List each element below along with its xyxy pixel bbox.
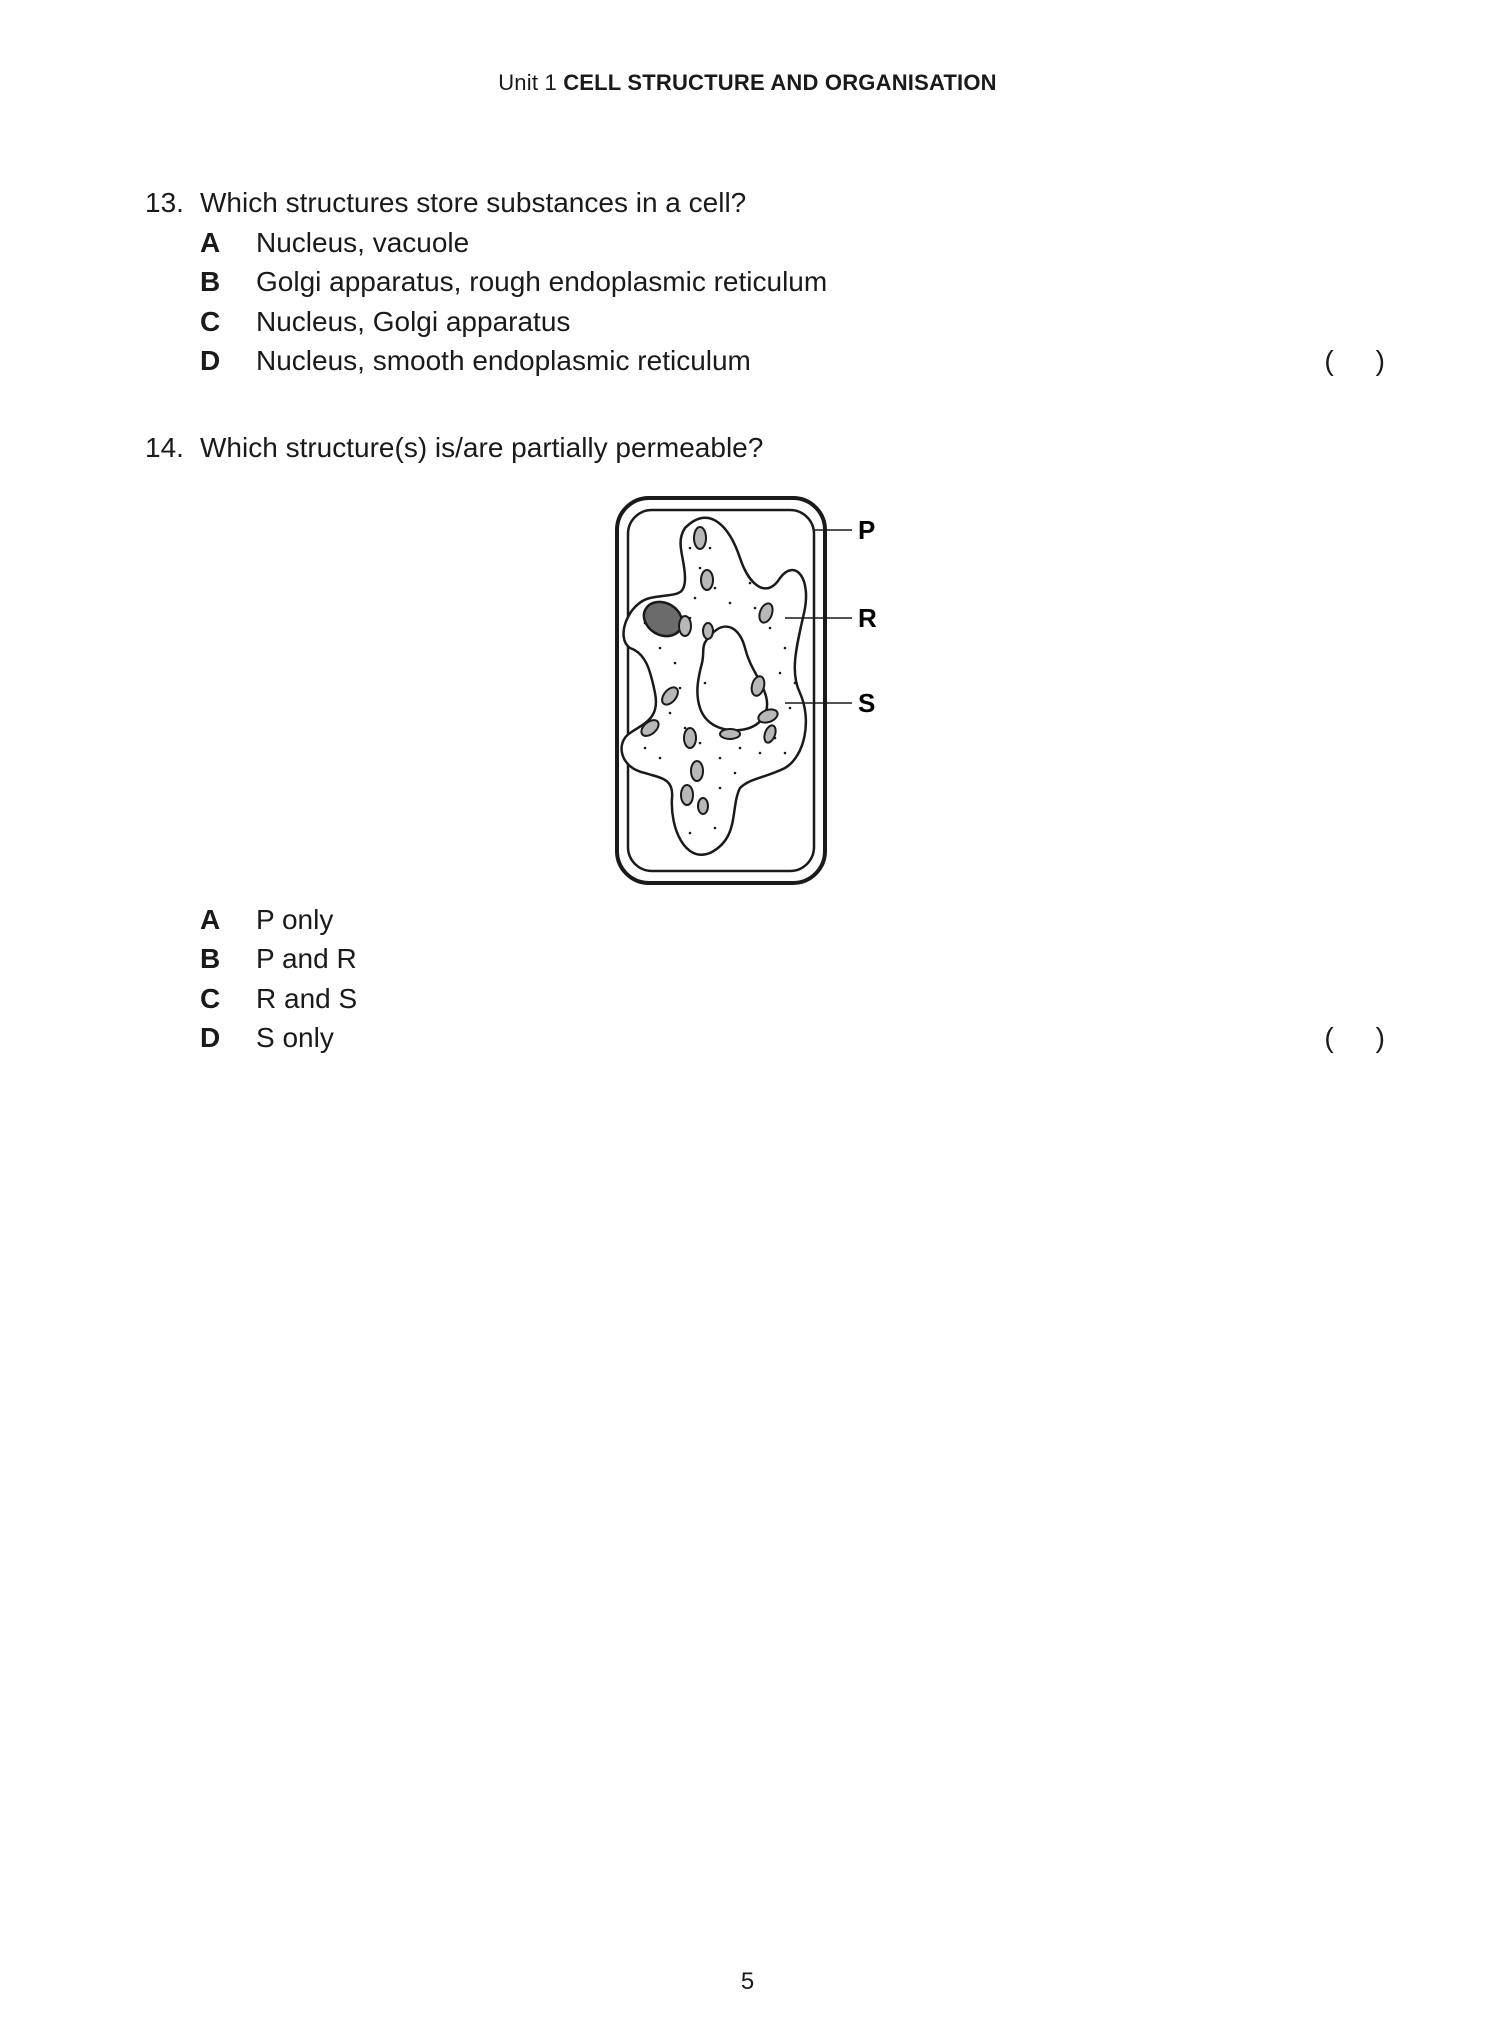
label-p: P bbox=[858, 515, 876, 545]
option-text: Nucleus, vacuole bbox=[256, 226, 470, 258]
option-text: R and S bbox=[256, 982, 358, 1014]
option-d[interactable] bbox=[145, 1019, 1385, 1059]
option-text: S only bbox=[256, 1022, 334, 1054]
option-letter: D bbox=[200, 345, 221, 377]
option-text: Nucleus, smooth endoplasmic reticulum bbox=[256, 345, 751, 377]
bracket-close: ) bbox=[1375, 345, 1385, 377]
option-text: Golgi apparatus, rough endoplasmic reticulum bbox=[256, 266, 828, 298]
label-s: S bbox=[858, 688, 876, 718]
option-c[interactable] bbox=[145, 979, 1385, 1019]
option-d[interactable] bbox=[145, 342, 1385, 382]
option-letter: C bbox=[200, 982, 221, 1014]
plant-cell-svg bbox=[590, 488, 920, 888]
bracket-open: ( bbox=[1324, 1022, 1334, 1054]
option-c[interactable] bbox=[145, 302, 1385, 342]
question-stem: Which structures store substances in a cell? bbox=[200, 187, 747, 218]
label-r: R bbox=[858, 603, 877, 633]
option-letter: D bbox=[200, 1022, 221, 1054]
option-letter: A bbox=[200, 903, 221, 935]
question-number: 13. bbox=[145, 187, 184, 218]
unit-title: CELL STRUCTURE AND ORGANISATION bbox=[563, 70, 997, 95]
question-14 bbox=[145, 428, 1385, 468]
option-a[interactable] bbox=[145, 900, 1385, 940]
question-number: 14. bbox=[145, 432, 184, 463]
option-text: Nucleus, Golgi apparatus bbox=[256, 305, 571, 337]
option-letter: B bbox=[200, 266, 221, 298]
option-text: P and R bbox=[256, 943, 357, 975]
option-letter: C bbox=[200, 305, 221, 337]
option-b[interactable] bbox=[145, 940, 1385, 980]
question-13 bbox=[145, 183, 1385, 381]
option-text: P only bbox=[256, 903, 334, 935]
option-letter: A bbox=[200, 226, 221, 258]
bracket-open: ( bbox=[1324, 345, 1334, 377]
page-number: 5 bbox=[740, 1968, 755, 1995]
answer-box[interactable] bbox=[1324, 342, 1385, 382]
question-stem: Which structure(s) is/are partially permeable? bbox=[200, 432, 764, 463]
option-a[interactable] bbox=[145, 223, 1385, 263]
option-letter: B bbox=[200, 943, 221, 975]
page-header bbox=[0, 70, 1495, 96]
unit-label: Unit 1 bbox=[498, 70, 557, 95]
option-b[interactable] bbox=[145, 263, 1385, 303]
question-14-options bbox=[145, 900, 1385, 1058]
answer-box[interactable] bbox=[1324, 1019, 1385, 1059]
bracket-close: ) bbox=[1375, 1022, 1385, 1054]
plant-cell-diagram bbox=[590, 488, 920, 888]
